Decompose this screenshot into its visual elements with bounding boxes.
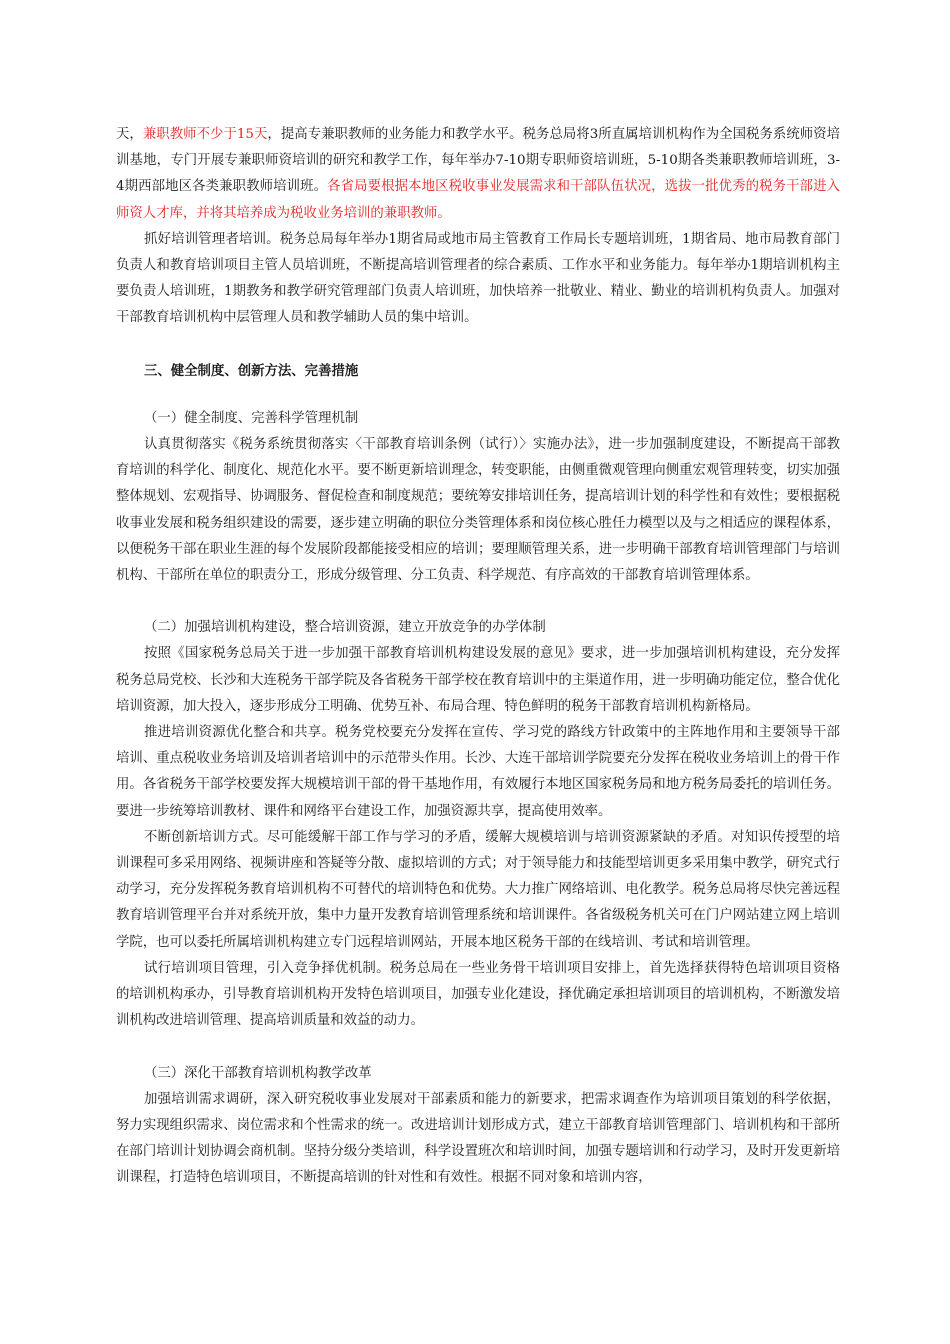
text-segment: 天， [116, 127, 143, 142]
subsection-heading-3: （三）深化干部教育培训机构教学改革 [144, 1065, 372, 1081]
paragraph-project-management: 试行培训项目管理，引入竞争择优机制。税务总局在一些业务骨干培训项目安排上，首先选择获得特色培训项目资格的培训机构承办，引导教育培训机构开发特色培训项目，加强专业化建设，择优确定承担培训项目的培训机构，不断激发培训机构改进培训管理、提高培训质量和效益的动力。 [116, 960, 840, 1029]
paragraph-teacher-training [116, 122, 840, 227]
paragraph-institution-building: 按照《国家税务总局关于进一步加强干部教育培训机构建设发展的意见》要求，进一步加强培训机构建设，充分发挥税务总局党校、长沙和大连税务干部学院及各省税务干部学校在教育培训中的主渠道作用，进一步明确功能定位，整合优化培训资源，加大投入，逐步形成分工明确、优势互补、布局合理、特色鲜明的税务干部教育培训机构新格局。 [116, 646, 840, 714]
highlighted-text: 兼职教师不少于15天 [142, 127, 268, 142]
paragraph-system-building: 认真贯彻落实《税务系统贯彻落实〈干部教育培训条例（试行）〉实施办法》，进一步加强制度建设，不断提高干部教育培训的科学化、制度化、规范化水平。要不断更新培训理念，转变职能，由侧重微观管理向侧重宏观管理转变，切实加强整体规划、宏观指导、协调服务、督促检查和制度规范；要统筹安排培训任务，提高培训计划的科学性和有效性；要根据税收事业发展和税务组织建设的需要，逐步建立明确的职位分类管理体系和岗位核心胜任力模型以及与之相适应的课程体系，以便税务干部在职业生涯的每个发展阶段都能接受相应的培训；要理顺管理关系，进一步明确干部教育培训管理部门与培训机构、干部所在单位的职责分工，形成分级管理、分工负责、科学规范、有序高效的干部教育培训管理体系。 [116, 437, 840, 584]
subsection-heading-1: （一）健全制度、完善科学管理机制 [144, 410, 359, 426]
text-segment: ，提高专兼职教师的业务能力和教学水平。税务总局将3所直属培训机构作为全国税务系统师资培训基地，专门开展专兼职师资培训的研究和教学工作，每年举办7-10期专职师资培训班，5-10期各类兼职教师培训班，3-4期西部地区各类兼职教师培训班。 [116, 127, 841, 195]
paragraph-manager-training: 抓好培训管理者培训。税务总局每年举办1期省局或地市局主管教育工作局长专题培训班，1期省局、地市局教育部门负责人和教育培训项目主管人员培训班，不断提高培训管理者的综合素质、工作水平和业务能力。每年举办1期培训机构主要负责人培训班，1期教务和教学研究管理部门负责人培训班，加快培养一批敬业、精业、勤业的培训机构负责人。加强对干部教育培训机构中层管理人员和教学辅助人员的集中培训。 [116, 231, 840, 326]
paragraph-training-methods: 不断创新培训方式。尽可能缓解干部工作与学习的矛盾，缓解大规模培训与培训资源紧缺的矛盾。对知识传授型的培训课程可多采用网络、视频讲座和答疑等分散、虚拟培训的方式；对于领导能力和技能型培训更多采用集中教学，研究式行动学习，充分发挥税务教育培训机构不可替代的培训特色和优势。大力推广网络培训、电化教学。税务总局将尽快完善远程教育培训管理平台并对系统开放，集中力量开发教育培训管理系统和培训课件。各省级税务机关可在门户网站建立网上培训学院，也可以委托所属培训机构建立专门远程培训网站，开展本地区税务干部的在线培训、考试和培训管理。 [116, 829, 840, 950]
highlighted-text: 各省局要根据本地区税收事业发展需求和干部队伍状况，选拔一批优秀的税务干部进入师资人才库，并将其培养成为税收业务培训的兼职教师。 [116, 179, 840, 221]
paragraph-resource-sharing: 推进培训资源优化整合和共享。税务党校要充分发挥在宣传、学习党的路线方针政策中的主阵地作用和主要领导干部培训、重点税收业务培训及培训者培训中的示范带头作用。长沙、大连干部培训学院要充分发挥在税收业务培训上的骨干作用。各省税务干部学校要发挥大规模培训干部的骨干基地作用，有效履行本地区国家税务局和地方税务局委托的培训任务。要进一步统筹培训教材、课件和网络平台建设工作，加强资源共享，提高使用效率。 [116, 725, 840, 819]
section-heading: 三、健全制度、创新方法、完善措施 [144, 362, 359, 379]
paragraph-teaching-reform: 加强培训需求调研，深入研究税收事业发展对干部素质和能力的新要求，把需求调查作为培训项目策划的科学依据，努力实现组织需求、岗位需求和个性需求的统一。改进培训计划形成方式，建立干部教育培训管理部门、培训机构和干部所在部门培训计划协调会商机制。坚持分级分类培训，科学设置班次和培训时间，加强专题培训和行动学习，及时开发更新培训课程，打造特色培训项目，不断提高培训的针对性和有效性。根据不同对象和培训内容， [116, 1091, 840, 1186]
document-page [116, 122, 840, 1192]
subsection-heading-2: （二）加强培训机构建设，整合培训资源，建立开放竞争的办学体制 [144, 620, 546, 636]
